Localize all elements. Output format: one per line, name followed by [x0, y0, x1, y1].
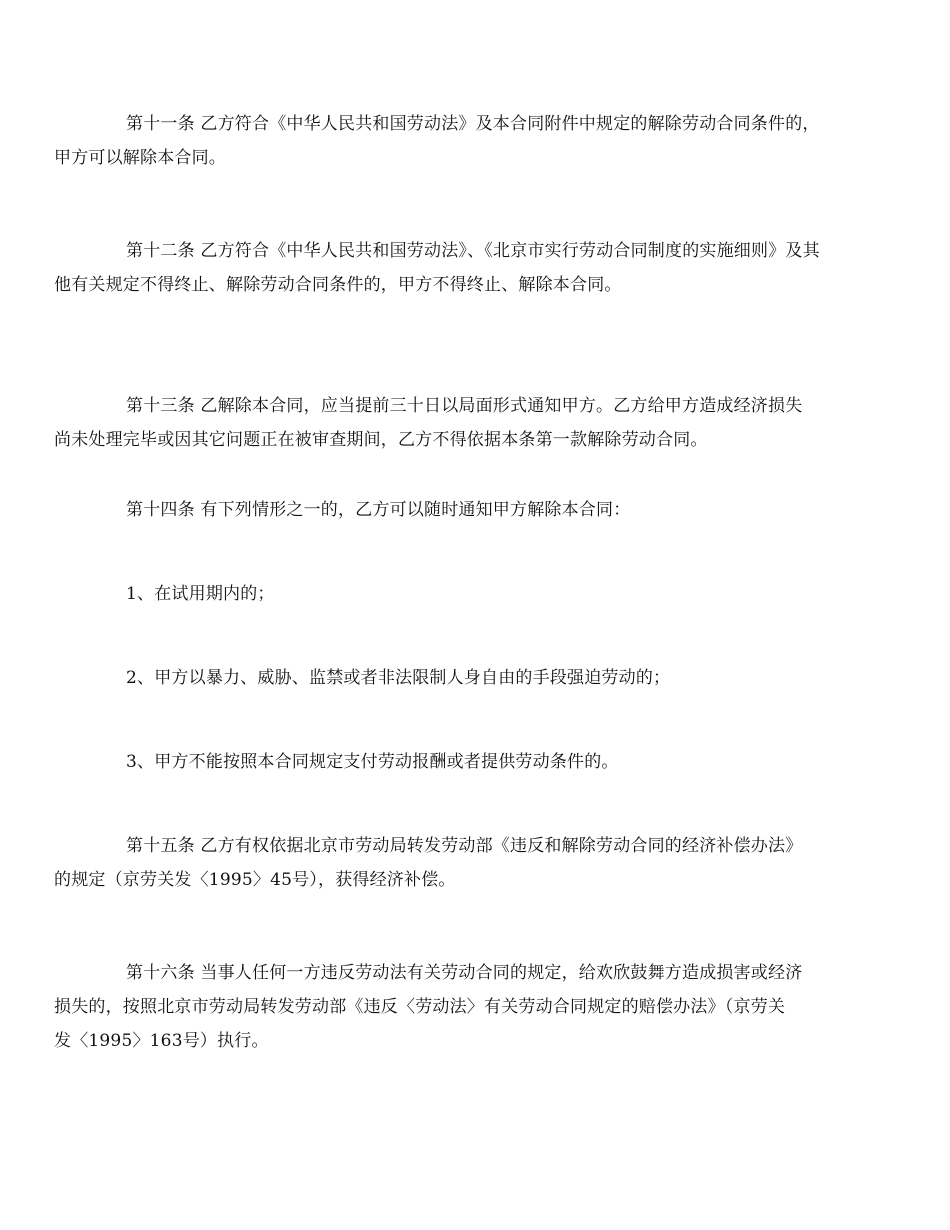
article-line: 第十六条 当事人任何一方违反劳动法有关劳动合同的规定，给欢欣鼓舞方造成损害或经济: [126, 963, 803, 983]
article-line: 3、甲方不能按照本合同规定支付劳动报酬或者提供劳动条件的。: [126, 752, 619, 772]
article-14: [90, 493, 870, 527]
article-16: [54, 956, 870, 1058]
article-13: [54, 389, 870, 457]
article-line: 尚未处理完毕或因其它问题正在被审查期间，乙方不得依据本条第一款解除劳动合同。: [54, 430, 708, 450]
article-line: 他有关规定不得终止、解除劳动合同条件的，甲方不得终止、解除本合同。: [54, 275, 622, 295]
article-line: 发〈1995〉163号）执行。: [54, 1031, 269, 1051]
article-line: 第十四条 有下列情形之一的，乙方可以随时通知甲方解除本合同：: [126, 500, 631, 520]
article-line: 2、甲方以暴力、威胁、监禁或者非法限制人身自由的手段强迫劳动的；: [126, 668, 671, 688]
article-line: 甲方可以解除本合同。: [54, 148, 226, 168]
article-14-item-1: [90, 577, 870, 611]
article-line: 第十二条 乙方符合《中华人民共和国劳动法》、《北京市实行劳动合同制度的实施细则》及其: [126, 241, 820, 261]
article-line: 损失的，按照北京市劳动局转发劳动部《违反〈劳动法〉有关劳动合同规定的赔偿办法》（京劳关: [54, 997, 786, 1017]
article-line: 的规定（京劳关发〈1995〉45号），获得经济补偿。: [54, 870, 456, 890]
article-14-item-2: [90, 661, 870, 695]
article-15: [54, 829, 870, 897]
article-line: 第十三条 乙解除本合同，应当提前三十日以局面形式通知甲方。乙方给甲方造成经济损失: [126, 396, 803, 416]
article-14-item-3: [90, 745, 870, 779]
article-line: 第十五条 乙方有权依据北京市劳动局转发劳动部《违反和解除劳动合同的经济补偿办法》: [126, 836, 803, 856]
article-line: 第十一条 乙方符合《中华人民共和国劳动法》及本合同附件中规定的解除劳动合同条件的，: [126, 114, 820, 134]
article-line: 1、在试用期内的；: [126, 584, 275, 604]
article-11: [54, 107, 870, 175]
article-12: [54, 234, 870, 302]
